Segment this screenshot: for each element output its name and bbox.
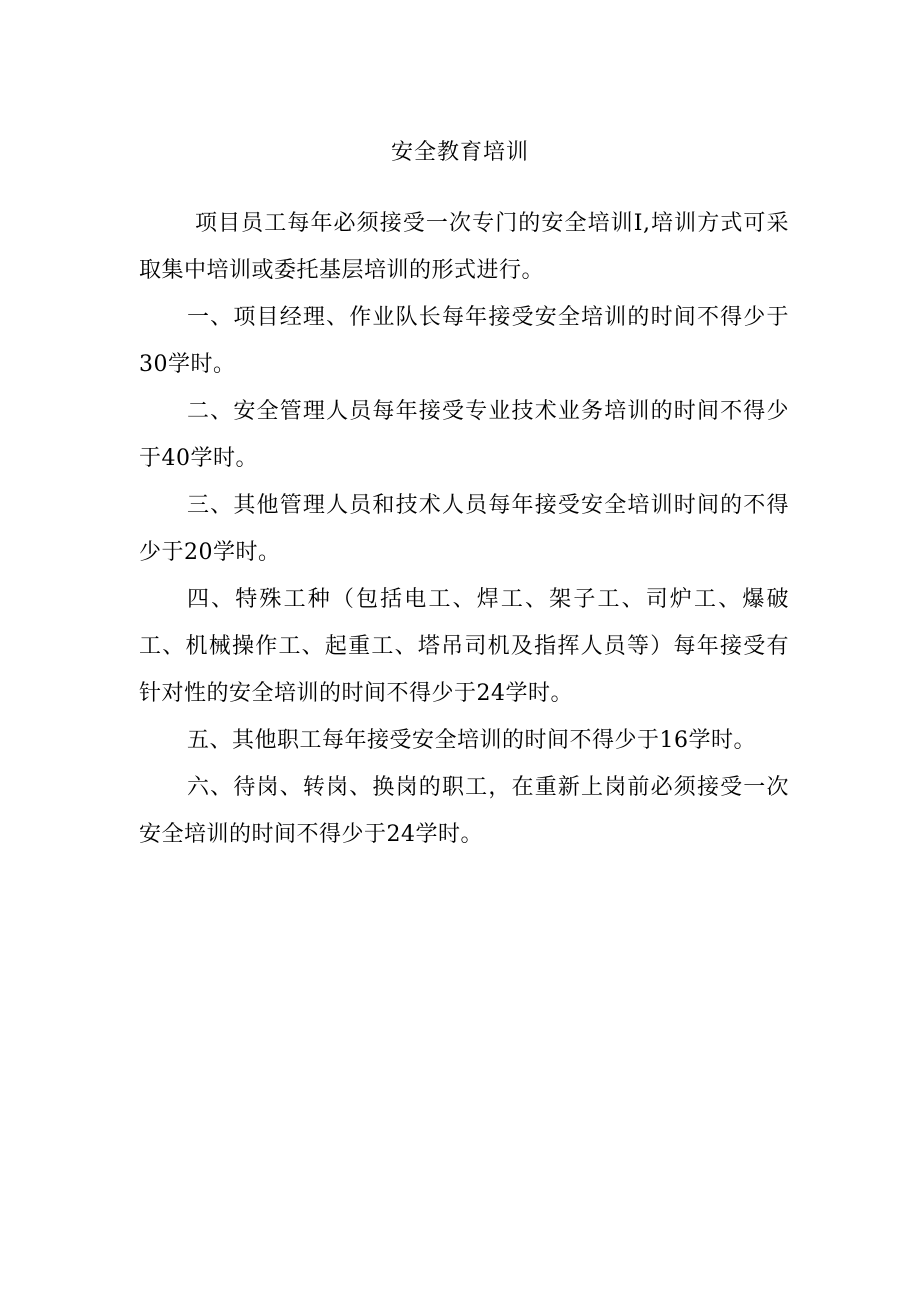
paragraph-item-1: 一、项目经理、作业队长每年接受安全培训的时间不得少于30学时。 [139, 305, 789, 377]
paragraph-item-4: 四、特殊工种（包括电工、焊工、架子工、司炉工、爆破工、机械操作工、起重工、塔吊司机及指挥人员等）每年接受有针对性的安全培训的时间不得少于24学时。 [139, 587, 789, 706]
paragraph-intro: 项目员工每年必须接受一次专门的安全培训I,培训方式可采取集中培训或委托基层培训的形式进行。 [139, 211, 789, 283]
document-title: 安全教育培训 [390, 140, 529, 165]
paragraph-item-5: 五、其他职工每年接受安全培训的时间不得少于16学时。 [187, 728, 756, 753]
paragraph-item-3: 三、其他管理人员和技术人员每年接受安全培训时间的不得少于20学时。 [139, 493, 789, 565]
paragraph-item-6: 六、待岗、转岗、换岗的职工，在重新上岗前必须接受一次安全培训的时间不得少于24学时。 [139, 775, 789, 847]
document-body [139, 200, 789, 858]
paragraph-item-2: 二、安全管理人员每年接受专业技术业务培训的时间不得少于40学时。 [139, 399, 789, 471]
